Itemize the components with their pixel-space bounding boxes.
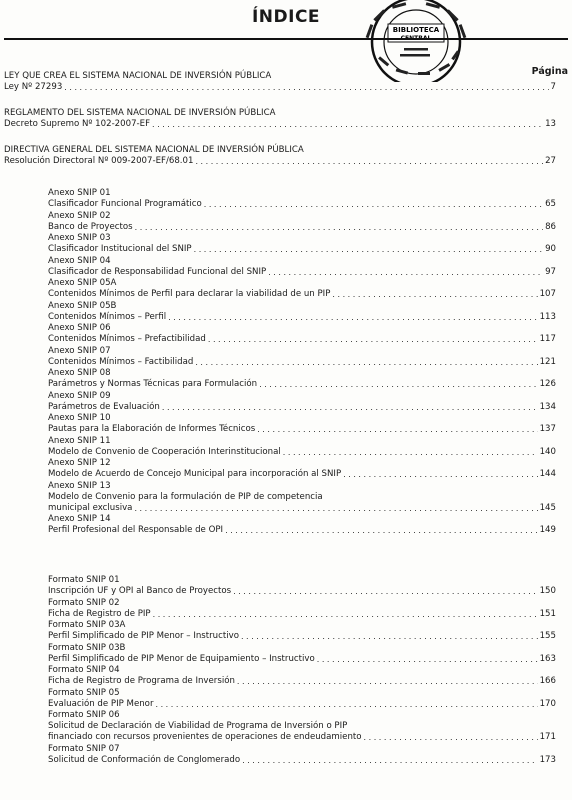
dot-leader: [155, 699, 537, 710]
page-number: 151: [539, 608, 556, 619]
entry-text: Anexo SNIP 06: [48, 323, 111, 333]
entry-text: Parámetros de Evaluación: [48, 401, 160, 412]
entry-text: Formato SNIP 06: [48, 710, 120, 720]
entry-text: Anexo SNIP 07: [48, 345, 111, 356]
entry-text: municipal exclusiva: [48, 502, 133, 513]
page-number: 65: [545, 199, 556, 209]
entry-text: LEY QUE CREA EL SISTEMA NACIONAL DE INVERSIÓN PÚBLICA: [4, 71, 272, 81]
page-number: 107: [539, 289, 556, 299]
toc-section-entry[interactable]: [4, 71, 556, 93]
page-number: 140: [539, 446, 556, 457]
dot-leader: [237, 676, 538, 687]
toc-formato-entry[interactable]: [48, 688, 556, 710]
toc-anexo-entry[interactable]: [48, 188, 556, 210]
page-number: 117: [539, 334, 556, 344]
dot-leader: [317, 654, 538, 665]
entry-text: Anexo SNIP 03: [48, 233, 111, 243]
entry-text: Banco de Proyectos: [48, 221, 133, 232]
entry-text: Contenidos Mínimos – Factibilidad: [48, 356, 194, 367]
page-number: 86: [545, 221, 556, 232]
toc-formato-entry[interactable]: [48, 643, 556, 665]
dot-leader: [195, 156, 543, 167]
entry-text: Pautas para la Elaboración de Informes Técnicos: [48, 424, 256, 434]
toc-formato-entry[interactable]: [48, 665, 556, 687]
entry-text: Anexo SNIP 05A: [48, 278, 117, 288]
toc-anexo-entry[interactable]: [48, 436, 556, 458]
page-number: 137: [539, 424, 556, 434]
library-stamp: [352, 0, 480, 82]
page-number: 150: [539, 586, 556, 596]
toc-anexo-entry[interactable]: [48, 233, 556, 255]
entry-text: Anexo SNIP 01: [48, 188, 111, 198]
entry-text: Perfil Simplificado de PIP Menor – Instructivo: [48, 631, 239, 641]
entry-text: Contenidos Mínimos – Prefactibilidad: [48, 334, 206, 344]
toc-anexo-entry[interactable]: [48, 346, 556, 368]
entry-text: Formato SNIP 03B: [48, 642, 126, 653]
entry-text: Inscripción UF y OPI al Banco de Proyectos: [48, 586, 232, 596]
entry-text: Anexo SNIP 08: [48, 368, 111, 378]
toc-anexo-entry[interactable]: [48, 413, 556, 435]
entry-text: Anexo SNIP 02: [48, 210, 111, 221]
dot-leader: [152, 119, 543, 130]
toc-anexo-entry[interactable]: [48, 256, 556, 278]
dot-leader: [225, 525, 538, 536]
entry-text: Anexo SNIP 05B: [48, 300, 117, 311]
entry-text: Anexo SNIP 10: [48, 413, 111, 423]
stamp-line-1: BIBLIOTECA: [392, 26, 440, 34]
entry-text: Formato SNIP 05: [48, 687, 120, 698]
dot-leader: [233, 586, 537, 597]
entry-text: financiado con recursos provenientes de operaciones de endeudamiento: [48, 732, 362, 742]
page-number: 27: [545, 156, 556, 166]
entry-text: Anexo SNIP 13: [48, 480, 111, 491]
toc-section-entry[interactable]: [4, 145, 556, 167]
dot-leader: [64, 82, 548, 93]
dot-leader: [259, 379, 538, 390]
entry-text: Modelo de Acuerdo de Concejo Municipal para incorporación al SNIP: [48, 469, 342, 479]
dot-leader: [343, 469, 537, 480]
entry-text: Solicitud de Declaración de Viabilidad de Programa de Inversión o PIP: [48, 721, 348, 731]
dot-leader: [135, 222, 543, 233]
entry-text: Anexo SNIP 09: [48, 390, 111, 401]
toc-anexo-entry[interactable]: [48, 391, 556, 413]
toc-anexo-entry[interactable]: [48, 481, 556, 514]
dot-leader: [162, 402, 538, 413]
page-number: 163: [539, 653, 556, 664]
dot-leader: [208, 334, 538, 345]
page-number: 145: [539, 502, 556, 513]
entry-text: Ley Nº 27293: [4, 82, 63, 92]
dot-leader: [134, 503, 537, 514]
page-number: 7: [550, 82, 556, 92]
page-number: 97: [545, 266, 556, 277]
page-number: 166: [539, 676, 556, 686]
entry-text: Ficha de Registro de Programa de Inversión: [48, 676, 235, 686]
page-number: 149: [539, 525, 556, 535]
toc-formato-entry[interactable]: [48, 710, 556, 743]
toc-formato-entry[interactable]: [48, 575, 556, 597]
entry-text: Modelo de Convenio de Cooperación Interinstitucional: [48, 446, 281, 457]
page-number: 126: [539, 379, 556, 389]
dot-leader: [168, 312, 537, 323]
toc-anexo-entry[interactable]: [48, 301, 556, 323]
page-number: 90: [545, 244, 556, 254]
entry-text: Perfil Simplificado de PIP Menor de Equipamiento – Instructivo: [48, 653, 315, 664]
page-column-header: Página: [531, 66, 568, 77]
toc-formato-entry[interactable]: [48, 744, 556, 766]
entry-text: Clasificador Funcional Programático: [48, 199, 202, 209]
entry-text: Resolución Directoral Nº 009-2007-EF/68.01: [4, 156, 194, 166]
page-number: 173: [539, 754, 556, 765]
entry-text: Anexo SNIP 11: [48, 435, 111, 446]
header-rule: [4, 38, 568, 40]
toc-anexo-entry[interactable]: [48, 368, 556, 390]
toc-anexo-entry[interactable]: [48, 278, 556, 300]
page-number: 155: [539, 631, 556, 641]
entry-text: Clasificador de Responsabilidad Funcional del SNIP: [48, 266, 267, 277]
entry-text: Modelo de Convenio para la formulación de PIP de competencia: [48, 491, 323, 502]
dot-leader: [283, 447, 538, 458]
entry-text: Formato SNIP 01: [48, 575, 120, 585]
toc-anexo-entry[interactable]: [48, 211, 556, 233]
toc-section-entry[interactable]: [4, 108, 556, 130]
page-number: 171: [539, 732, 556, 742]
toc-anexo-entry[interactable]: [48, 458, 556, 480]
entry-text: Evaluación de PIP Menor: [48, 698, 154, 709]
entry-text: Contenidos Mínimos – Perfil: [48, 311, 167, 322]
entry-text: Parámetros y Normas Técnicas para Formulación: [48, 379, 258, 389]
entry-text: Clasificador Institucional del SNIP: [48, 244, 192, 254]
entry-text: Decreto Supremo Nº 102-2007-EF: [4, 119, 151, 129]
page-number: 113: [539, 311, 556, 322]
entry-text: Anexo SNIP 04: [48, 255, 111, 266]
entry-text: Anexo SNIP 14: [48, 514, 111, 524]
entry-text: REGLAMENTO DEL SISTEMA NACIONAL DE INVERSIÓN PÚBLICA: [4, 108, 276, 118]
page-number: 144: [539, 469, 556, 479]
dot-leader: [364, 732, 538, 743]
page-number: 134: [539, 401, 556, 412]
dot-leader: [195, 357, 537, 368]
dot-leader: [153, 609, 538, 620]
dot-leader: [257, 424, 537, 435]
entry-text: Perfil Profesional del Responsable de OPI: [48, 525, 224, 535]
toc-formato-entry[interactable]: [48, 620, 556, 642]
toc-anexo-entry[interactable]: [48, 323, 556, 345]
entry-text: Formato SNIP 03A: [48, 620, 126, 630]
entry-text: Formato SNIP 04: [48, 665, 120, 675]
toc-anexo-entry[interactable]: [48, 514, 556, 536]
toc-formato-entry[interactable]: [48, 598, 556, 620]
page-number: 121: [539, 356, 556, 367]
dot-leader: [268, 267, 543, 278]
entry-text: Formato SNIP 07: [48, 743, 120, 754]
dot-leader: [332, 289, 537, 300]
page-number: 170: [539, 698, 556, 709]
dot-leader: [194, 244, 543, 255]
dot-leader: [241, 631, 538, 642]
entry-text: Solicitud de Conformación de Conglomerado: [48, 754, 241, 765]
page-title: ÍNDICE: [251, 7, 321, 27]
page-number: 13: [545, 119, 556, 129]
entry-text: Anexo SNIP 12: [48, 458, 111, 468]
entry-text: Formato SNIP 02: [48, 597, 120, 608]
entry-text: DIRECTIVA GENERAL DEL SISTEMA NACIONAL DE INVERSIÓN PÚBLICA: [4, 145, 304, 155]
dot-leader: [242, 755, 538, 766]
entry-text: Contenidos Mínimos de Perfil para declarar la viabilidad de un PIP: [48, 289, 331, 299]
dot-leader: [204, 199, 543, 210]
entry-text: Ficha de Registro de PIP: [48, 608, 151, 619]
